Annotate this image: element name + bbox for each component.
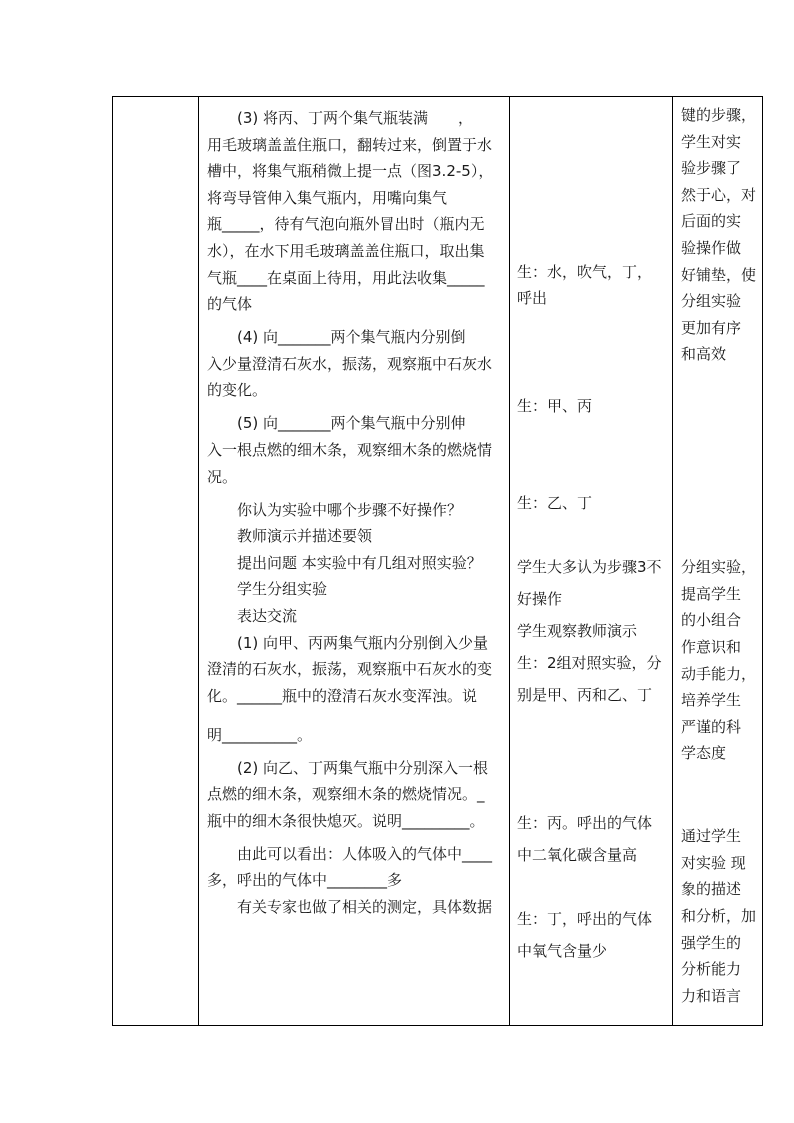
intent-text-line: 培养学生 (681, 691, 742, 709)
teacher-text-line: 入一根点燃的细木条，观察细木条的燃烧情 (207, 440, 493, 459)
student-text-line: 生：丁，呼出的气体 (517, 910, 653, 928)
teacher-text-line: 入少量澄清石灰水，振荡，观察瓶中石灰水 (207, 354, 493, 373)
student-text-line: 好操作 (517, 590, 563, 608)
teacher-text-line: 况。 (207, 467, 238, 486)
teacher-text-line: 教师演示并描述要领 (207, 527, 373, 546)
teacher-text-line: (1) 向甲、丙两集气瓶内分别倒入少量 (207, 633, 489, 652)
intent-text-line: 后面的实 (681, 212, 742, 230)
intent-text-line: 验步骤了 (681, 159, 742, 177)
intent-text-line: 分组实验 (681, 292, 742, 310)
teacher-text-line: (3) 将丙、丁两个集气瓶装满 ， (207, 109, 474, 127)
student-text-line: 别是甲、丙和乙、丁 (517, 686, 653, 704)
intent-text-line: 通过学生 (681, 827, 742, 845)
student-text-line: 生：水，吹气，丁， (517, 263, 653, 281)
teacher-text-line: 气瓶____在桌面上待用，用此法收集_____ (207, 268, 485, 287)
teacher-text-line: (4) 向_______两个集气瓶内分别倒 (207, 328, 466, 347)
teacher-text-line: 表达交流 (207, 606, 298, 625)
intent-text-line: 和分析，加 (681, 907, 757, 925)
teacher-text-line: 澄清的石灰水，振荡，观察瓶中石灰水的变 (207, 660, 493, 679)
teacher-text-line: 瓶中的细木条很快熄灭。说明_________。 (207, 811, 485, 830)
lesson-plan-table (112, 96, 763, 1026)
teacher-text-line: 提出问题 本实验中有几组对照实验？ (207, 553, 482, 572)
teacher-text-line: 水），在水下用毛玻璃盖盖住瓶口，取出集 (207, 241, 485, 260)
teacher-text-line: 的变化。 (207, 381, 268, 400)
teacher-text-line: 瓶_____，待有气泡向瓶外冒出时（瓶内无 (207, 215, 485, 234)
intent-text-line: 力和语言 (681, 987, 742, 1005)
teacher-text-line: 有关专家也做了相关的测定，具体数据 (207, 898, 493, 917)
intent-text-line: 对实验 现 (681, 854, 746, 872)
teacher-text-line: 点燃的细木条，观察细木条的燃烧情况。_ (207, 785, 485, 804)
intent-text-line: 提高学生 (681, 585, 742, 603)
student-text-line: 学生大多认为步骤3不 (517, 558, 662, 576)
intent-text-line: 分组实验， (681, 558, 757, 576)
intent-text-line: 严谨的科 (681, 718, 742, 736)
intent-text-line: 然于心，对 (681, 186, 757, 204)
student-text-line: 生：乙、丁 (517, 494, 593, 512)
student-text-line: 生：甲、丙 (517, 397, 593, 415)
intent-text-line: 学生对实 (681, 133, 742, 151)
teacher-text-line: 学生分组实验 (207, 580, 328, 599)
intent-text-line: 作意识和 (681, 638, 742, 656)
intent-text-line: 学态度 (681, 744, 727, 762)
intent-text-line: 验操作做 (681, 239, 742, 257)
column-divider (509, 97, 510, 1025)
student-text-line: 学生观察教师演示 (517, 622, 638, 640)
teacher-text-line: 你认为实验中哪个步骤不好操作？ (207, 500, 463, 519)
column-divider (198, 97, 199, 1025)
teacher-text-line: 化。______瓶中的澄清石灰水变浑浊。说 (207, 686, 478, 705)
student-text-line: 生：2组对照实验，分 (517, 654, 662, 672)
teacher-text-line: 多，呼出的气体中________多 (207, 871, 403, 890)
teacher-text-line: 由此可以看出：人体吸入的气体中____ (207, 844, 493, 863)
intent-text-line: 更加有序 (681, 319, 742, 337)
student-text-line: 生：丙。呼出的气体 (517, 814, 653, 832)
intent-text-line: 象的描述 (681, 880, 742, 898)
teacher-text-line: 将弯导管伸入集气瓶内，用嘴向集气 (207, 188, 448, 207)
teacher-text-line: 的气体 (207, 295, 253, 314)
intent-text-line: 的小组合 (681, 611, 742, 629)
teacher-text-line: 槽中，将集气瓶稍微上提一点（图3.2-5）， (207, 162, 494, 181)
student-text-line: 呼出 (517, 289, 548, 307)
intent-text-line: 动手能力， (681, 665, 757, 683)
column-divider (672, 97, 673, 1025)
teacher-text-line: 明__________。 (207, 725, 313, 744)
intent-text-line: 和高效 (681, 345, 727, 363)
intent-text-line: 键的步骤， (681, 106, 757, 124)
teacher-text-line: (2) 向乙、丁两集气瓶中分别深入一根 (207, 758, 489, 777)
teacher-activity-column (207, 105, 493, 921)
student-text-line: 中二氧化碳含量高 (517, 846, 638, 864)
intent-text-line: 强学生的 (681, 934, 742, 952)
intent-text-line: 好铺垫，使 (681, 266, 757, 284)
intent-text-line: 分析能力 (681, 960, 742, 978)
teacher-text-line: (5) 向_______两个集气瓶中分别伸 (207, 414, 466, 433)
teacher-text-line: 用毛玻璃盖盖住瓶口，翻转过来，倒置于水 (207, 135, 493, 154)
student-text-line: 中氧气含量少 (517, 942, 608, 960)
